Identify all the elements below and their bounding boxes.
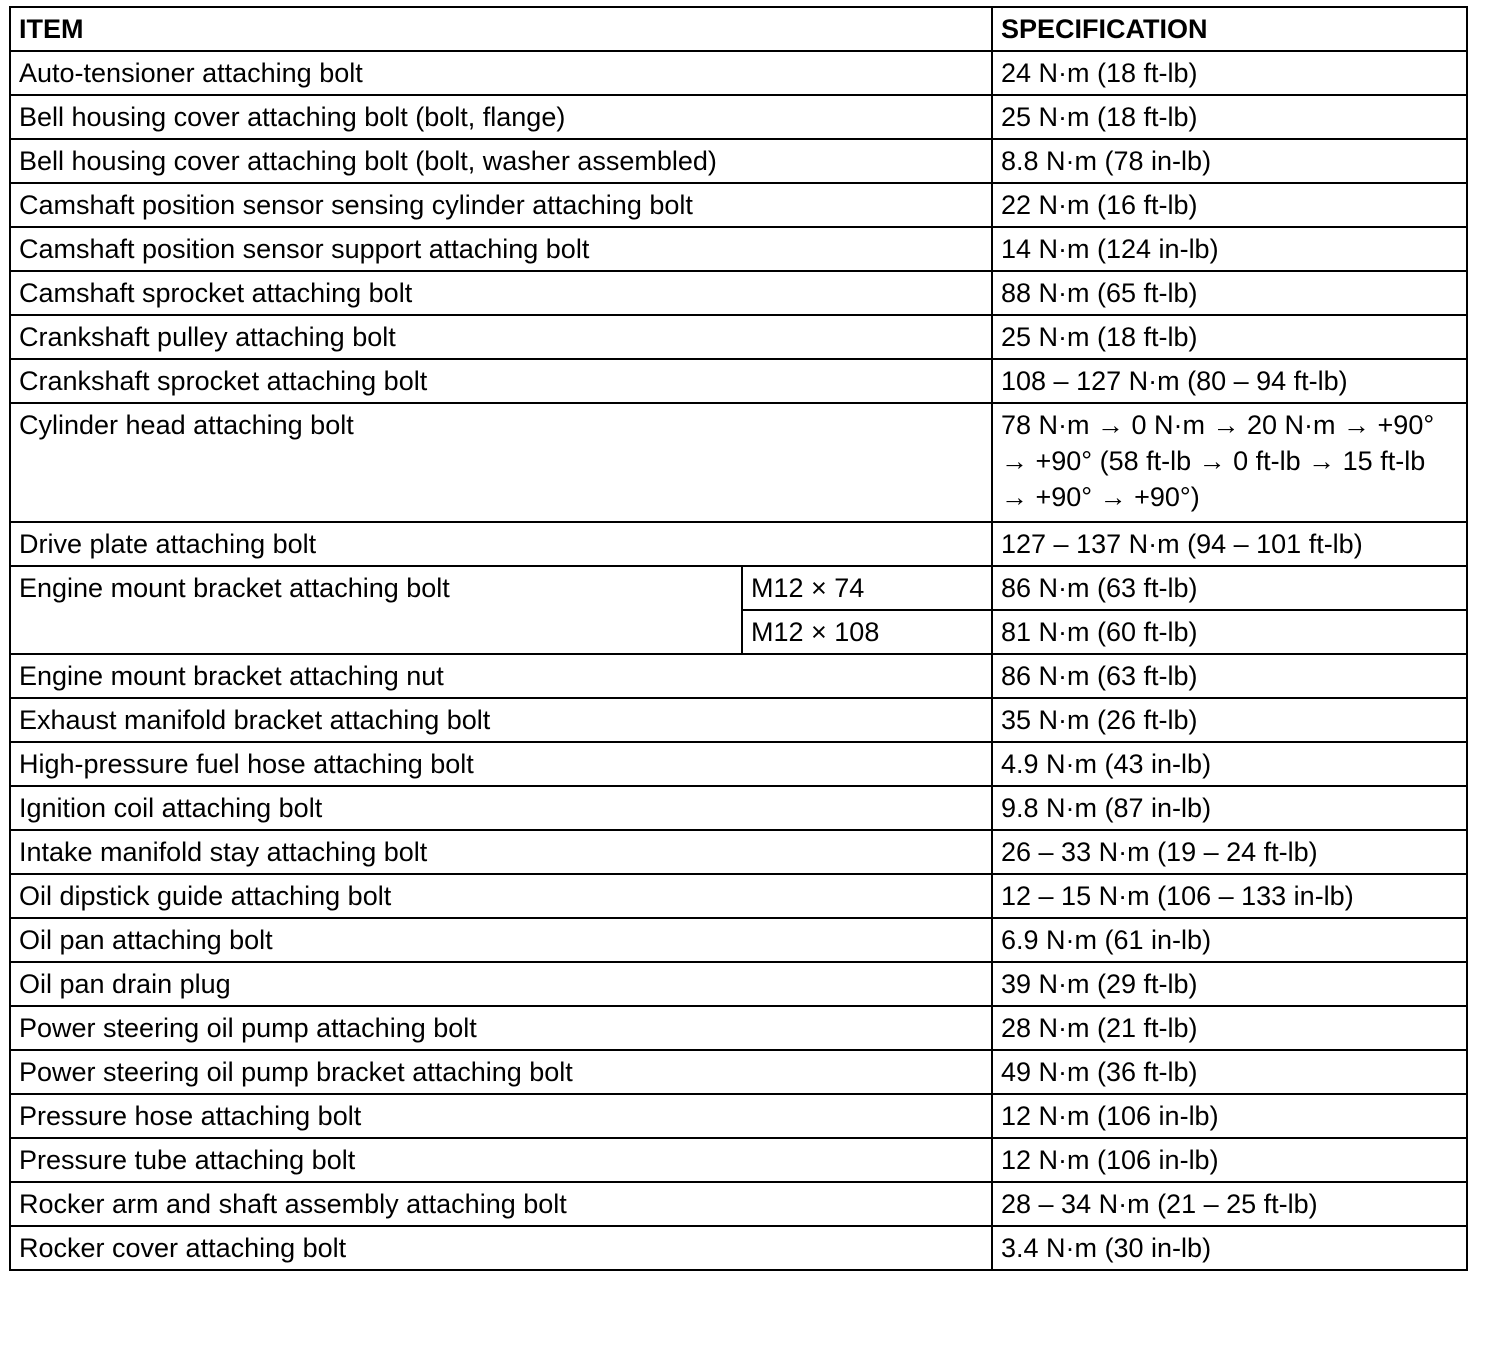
item-cell: Rocker cover attaching bolt — [10, 1226, 992, 1270]
specification-cell: 88 N·m (65 ft-lb) — [992, 271, 1467, 315]
item-cell: Camshaft sprocket attaching bolt — [10, 271, 992, 315]
table-row — [10, 962, 1467, 1006]
item-cell: High-pressure fuel hose attaching bolt — [10, 742, 992, 786]
item-cell: Pressure tube attaching bolt — [10, 1138, 992, 1182]
table-row — [10, 742, 1467, 786]
specification-cell: 22 N·m (16 ft-lb) — [992, 183, 1467, 227]
specification-cell: 49 N·m (36 ft-lb) — [992, 1050, 1467, 1094]
item-cell: Pressure hose attaching bolt — [10, 1094, 992, 1138]
specification-cell: 4.9 N·m (43 in-lb) — [992, 742, 1467, 786]
table-header-row — [10, 7, 1467, 51]
table-row — [10, 1094, 1467, 1138]
table-row — [10, 95, 1467, 139]
table-row — [10, 654, 1467, 698]
item-cell: Power steering oil pump bracket attaching bolt — [10, 1050, 992, 1094]
specification-cell: 28 N·m (21 ft-lb) — [992, 1006, 1467, 1050]
item-cell: Camshaft position sensor sensing cylinder attaching bolt — [10, 183, 992, 227]
specification-cell: 14 N·m (124 in-lb) — [992, 227, 1467, 271]
table-row — [10, 1050, 1467, 1094]
header-specification: SPECIFICATION — [992, 7, 1467, 51]
table-row — [10, 271, 1467, 315]
item-cell: Bell housing cover attaching bolt (bolt, flange) — [10, 95, 992, 139]
table-row — [10, 918, 1467, 962]
table-row — [10, 403, 1467, 522]
item-cell: Cylinder head attaching bolt — [10, 403, 992, 522]
item-cell: Drive plate attaching bolt — [10, 522, 992, 566]
table-row — [10, 359, 1467, 403]
specification-cell: 127 – 137 N·m (94 – 101 ft-lb) — [992, 522, 1467, 566]
specification-cell: 3.4 N·m (30 in-lb) — [992, 1226, 1467, 1270]
specification-cell: 39 N·m (29 ft-lb) — [992, 962, 1467, 1006]
bolt-size-cell: M12 × 108 — [742, 610, 992, 654]
torque-spec-table — [9, 6, 1468, 1271]
item-cell: Rocker arm and shaft assembly attaching bolt — [10, 1182, 992, 1226]
specification-cell: 86 N·m (63 ft-lb) — [992, 654, 1467, 698]
table-row — [10, 1006, 1467, 1050]
table-row — [10, 183, 1467, 227]
specification-cell: 12 N·m (106 in-lb) — [992, 1138, 1467, 1182]
item-cell: Exhaust manifold bracket attaching bolt — [10, 698, 992, 742]
table-row — [10, 698, 1467, 742]
item-cell: Auto-tensioner attaching bolt — [10, 51, 992, 95]
table-row — [10, 315, 1467, 359]
specification-cell: 12 N·m (106 in-lb) — [992, 1094, 1467, 1138]
specification-cell: 9.8 N·m (87 in-lb) — [992, 786, 1467, 830]
table-row — [10, 227, 1467, 271]
item-cell: Power steering oil pump attaching bolt — [10, 1006, 992, 1050]
bolt-size-cell: M12 × 74 — [742, 566, 992, 610]
table-row — [10, 139, 1467, 183]
item-cell: Camshaft position sensor support attaching bolt — [10, 227, 992, 271]
item-cell: Crankshaft pulley attaching bolt — [10, 315, 992, 359]
specification-cell: 86 N·m (63 ft-lb) — [992, 566, 1467, 610]
table-row — [10, 786, 1467, 830]
specification-cell: 24 N·m (18 ft-lb) — [992, 51, 1467, 95]
table-row — [10, 1226, 1467, 1270]
specification-cell: 25 N·m (18 ft-lb) — [992, 95, 1467, 139]
table-row — [10, 830, 1467, 874]
item-cell: Intake manifold stay attaching bolt — [10, 830, 992, 874]
specification-cell: 108 – 127 N·m (80 – 94 ft-lb) — [992, 359, 1467, 403]
header-item: ITEM — [10, 7, 992, 51]
specification-cell: 8.8 N·m (78 in-lb) — [992, 139, 1467, 183]
item-cell: Engine mount bracket attaching bolt — [10, 566, 742, 654]
table-row — [10, 522, 1467, 566]
specification-cell: 25 N·m (18 ft-lb) — [992, 315, 1467, 359]
specification-cell: 28 – 34 N·m (21 – 25 ft-lb) — [992, 1182, 1467, 1226]
specification-cell: 35 N·m (26 ft-lb) — [992, 698, 1467, 742]
table-row — [10, 1138, 1467, 1182]
item-cell: Ignition coil attaching bolt — [10, 786, 992, 830]
specification-cell: 6.9 N·m (61 in-lb) — [992, 918, 1467, 962]
specification-cell: 26 – 33 N·m (19 – 24 ft-lb) — [992, 830, 1467, 874]
table-row — [10, 51, 1467, 95]
table-row — [10, 1182, 1467, 1226]
item-cell: Oil dipstick guide attaching bolt — [10, 874, 992, 918]
specification-cell: 81 N·m (60 ft-lb) — [992, 610, 1467, 654]
item-cell: Oil pan drain plug — [10, 962, 992, 1006]
specification-cell: 12 – 15 N·m (106 – 133 in-lb) — [992, 874, 1467, 918]
item-cell: Bell housing cover attaching bolt (bolt, washer assembled) — [10, 139, 992, 183]
specification-cell: 78 N·m → 0 N·m → 20 N·m → +90° → +90° (58 ft-lb → 0 ft-lb → 15 ft-lb → +90° → +90°) — [992, 403, 1467, 522]
table-row — [10, 566, 1467, 610]
item-cell: Crankshaft sprocket attaching bolt — [10, 359, 992, 403]
item-cell: Oil pan attaching bolt — [10, 918, 992, 962]
item-cell: Engine mount bracket attaching nut — [10, 654, 992, 698]
table-row — [10, 874, 1467, 918]
